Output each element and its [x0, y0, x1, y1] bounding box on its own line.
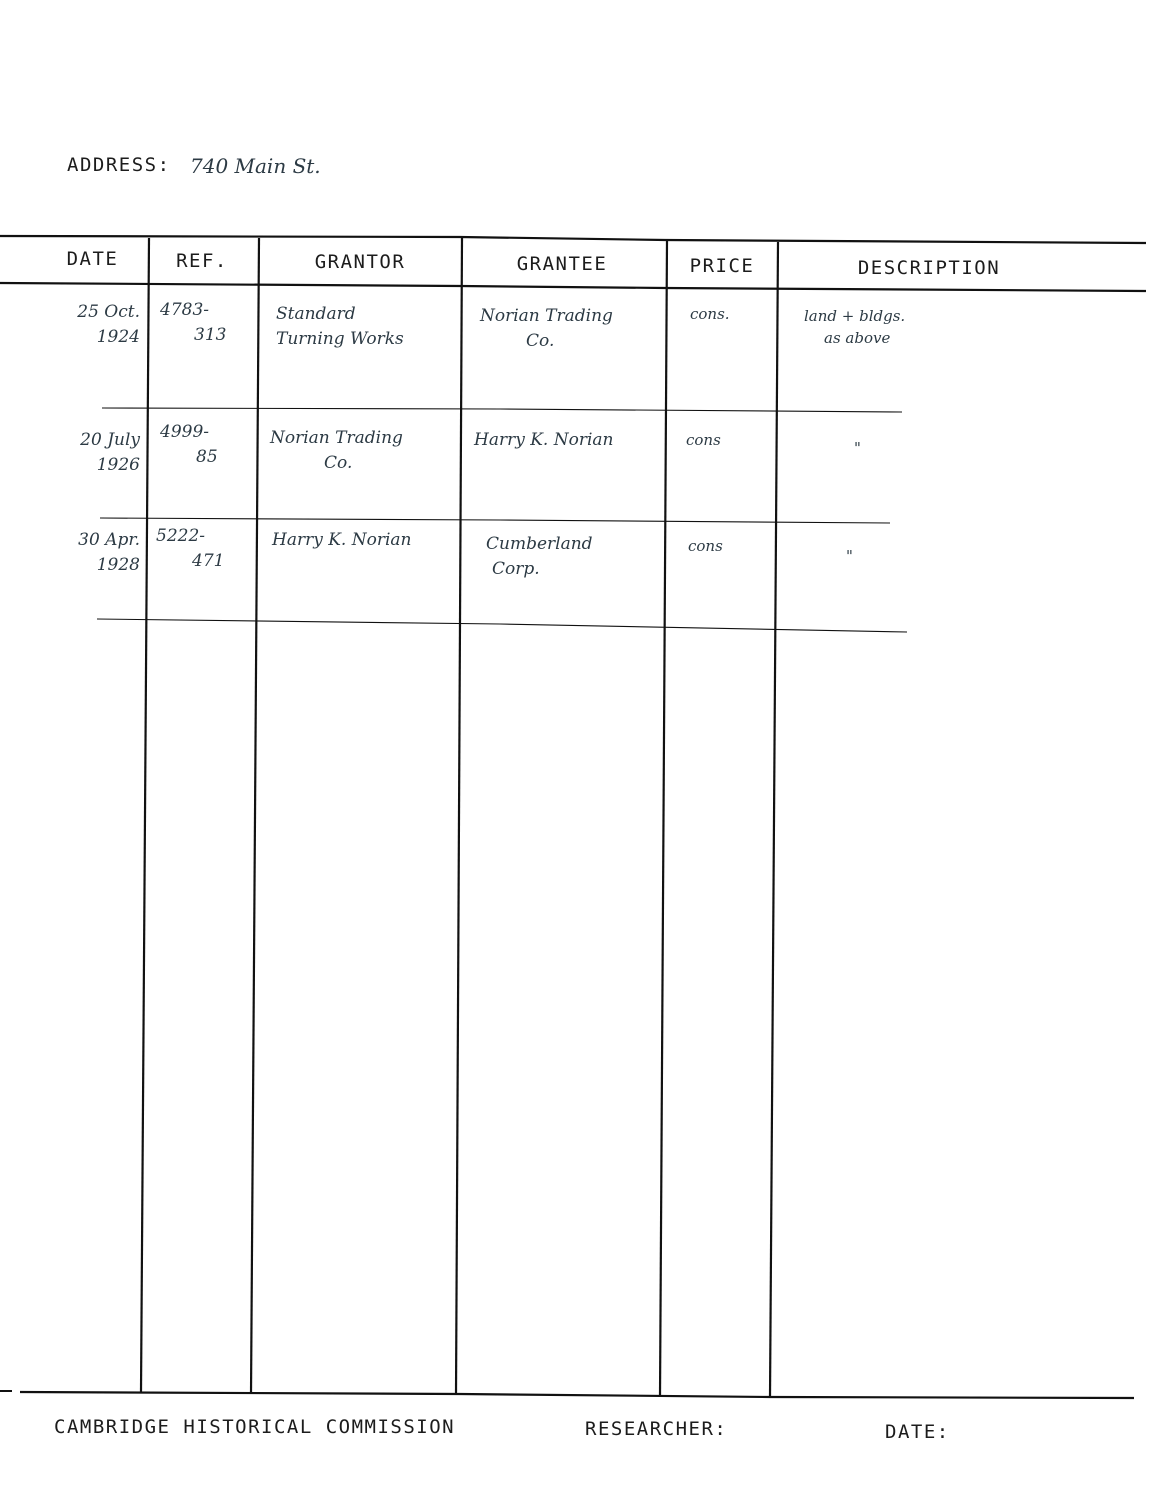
table-row-3-ref: 5222- 471 [156, 526, 225, 571]
table-row-3-date: 30 Apr. 1928 [78, 530, 140, 575]
table-row-1-description: land + bldgs. as above [804, 307, 906, 347]
footer-researcher-label: RESEARCHER: [585, 1418, 728, 1440]
table-row-2-price: cons [686, 431, 721, 449]
column-header-date: DATE [66, 248, 119, 270]
table-row-2-date: 20 July 1926 [80, 430, 140, 475]
table-row-2-ref: 4999- 85 [160, 422, 218, 467]
table-row-2-grantee: Harry K. Norian [474, 430, 614, 450]
footer-commission: CAMBRIDGE HISTORICAL COMMISSION [54, 1416, 456, 1438]
column-header-grantee: GRANTEE [516, 253, 608, 275]
table-row-1-grantor: Standard Turning Works [276, 304, 404, 349]
table-row-1-grantee: Norian Trading Co. [480, 306, 613, 351]
table-row-3-grantee: Cumberland Corp. [486, 534, 593, 579]
table-row-3-price: cons [688, 537, 723, 555]
table-row-2-description: " [854, 439, 861, 457]
table-row-2-grantor: Norian Trading Co. [270, 428, 403, 473]
address-value: 740 Main St. [190, 154, 321, 178]
footer-date-label: DATE: [885, 1421, 950, 1443]
table-row-3-grantor: Harry K. Norian [272, 530, 412, 550]
table-row-1-ref: 4783- 313 [160, 300, 227, 345]
column-header-grantor: GRANTOR [314, 251, 406, 273]
table-row-3-description: " [846, 547, 853, 565]
table-row-1-price: cons. [690, 305, 730, 323]
column-header-ref: REF. [176, 250, 228, 272]
column-header-description: DESCRIPTION [857, 257, 1001, 279]
address-label: ADDRESS: [67, 154, 171, 176]
column-header-price: PRICE [689, 255, 755, 277]
table-row-1-date: 25 Oct. 1924 [77, 302, 140, 347]
